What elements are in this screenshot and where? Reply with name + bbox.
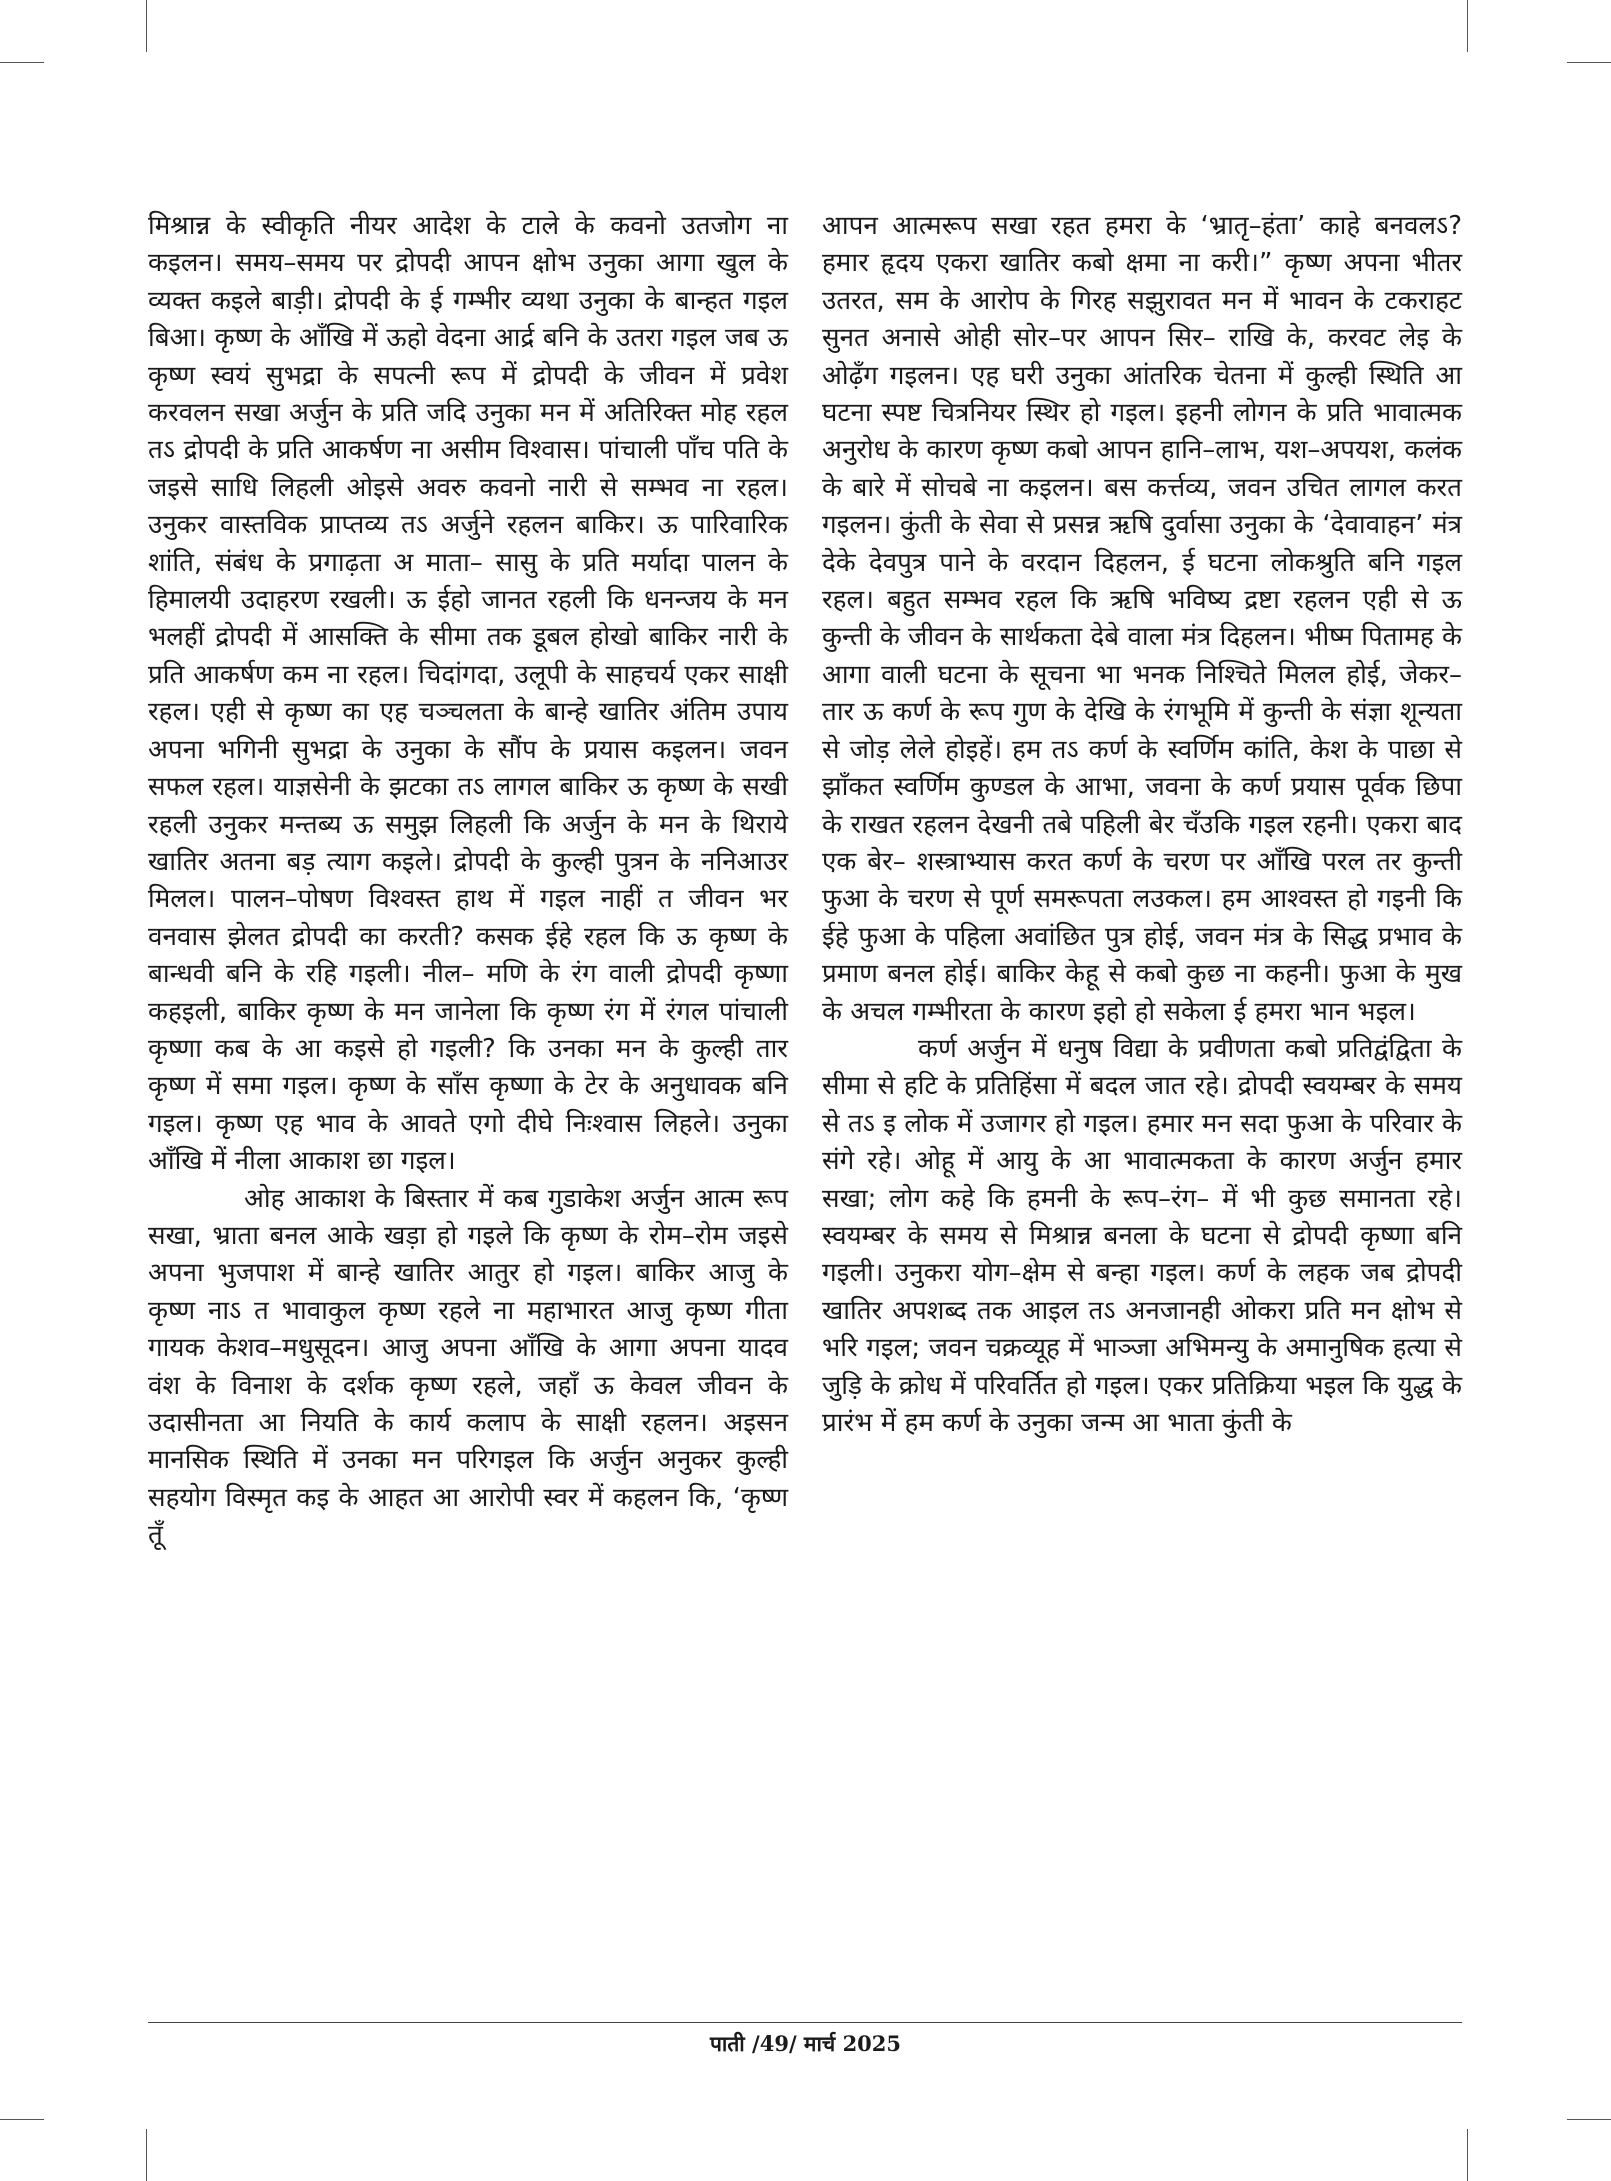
paragraph: ओह आकाश के बिस्तार में कब गुडाकेश अर्जुन आत्म रूप सखा, भ्राता बनल आके खड़ा हो गइले कि कृष्ण के रोम–रोम जइसे अपना भुजपाश में बान्हे खातिर आतुर हो गइल। बाकिर आजु के कृष्ण नाऽ त भावाकुल कृष्ण रहले ना महाभारत आजु कृष्ण गीता गायक केशव–मधुसूदन। आजु अपना आँखि के आगा अपना यादव वंश के विनाश के दर्शक कृष्ण रहले, जहाँ ऊ केवल जीवन के उदासीनता आ नियति के कार्य कलाप के साक्षी रहलन। अइसन मानसिक स्थिति में उनका मन परिगइल कि अर्जुन अनुकर कुल्ही सहयोग विस्मृत कइ के आहत आ आरोपी स्वर में कहलन कि, ‘कृष्ण तूँ — [148, 1183, 788, 1551]
crop-mark — [1467, 2129, 1468, 2181]
crop-mark — [1567, 62, 1611, 63]
footer-divider — [148, 2022, 1462, 2023]
paragraph: कर्ण अर्जुन में धनुष विद्या के प्रवीणता कबो प्रतिद्वंद्विता के सीमा से हटि के प्रतिहिंसा में बदल जात रहे। द्रोपदी स्वयम्बर के समय से तऽ इ लोक में उजागर हो गइल। हमार मन सदा फुआ के परिवार के संगे रहे। ओहू में आयु के आ भावात्मकता के कारण अर्जुन हमार सखा; लोग कहे कि हमनी के रूप–रंग– में भी कुछ समानता रहे। स्वयम्बर के समय से मिश्रान्न बनला के घटना से द्रोपदी कृष्णा बनि गइली। उनुकरा योग–क्षेम से बन्हा गइल। कर्ण के लहक जब द्रोपदी खातिर अपशब्द तक आइल तऽ अनजानही ओकरा प्रति मन क्षोभ से भरि गइल; जवन चक्रव्यूह में भाञ्जा अभिमन्यु के अमानुषिक हत्या से जुड़ि के क्रोध में परिवर्तित हो गइल। एकर प्रतिक्रिया भइल कि युद्ध के प्रारंभ में हम कर्ण के उनुका जन्म आ भाता कुंती के — [822, 1033, 1462, 1438]
crop-mark — [1567, 2119, 1611, 2120]
crop-mark — [146, 0, 147, 52]
page-footer: पाती /49/ मार्च 2025 — [709, 2031, 902, 2056]
crop-mark — [146, 2129, 147, 2181]
crop-mark — [0, 62, 44, 63]
crop-mark — [0, 2119, 44, 2120]
right-column — [822, 208, 1462, 1442]
crop-mark — [1467, 0, 1468, 52]
paragraph: मिश्रान्न के स्वीकृति नीयर आदेश के टाले के कवनो उतजोग ना कइलन। समय–समय पर द्रोपदी आपन क्षोभ उनुका आगा खुल के व्यक्त कइले बाड़ी। द्रोपदी के ई गम्भीर व्यथा उनुका के बान्हत गइल बिआ। कृष्ण के आँखि में ऊहो वेदना आर्द्र बनि के उतरा गइल जब ऊ कृष्ण स्वयं सुभद्रा के सपत्नी रूप में द्रोपदी के जीवन में प्रवेश करवलन सखा अर्जुन के प्रति जदि उनुका मन में अतिरिक्त मोह रहल तऽ द्रोपदी के प्रति आकर्षण ना असीम विश्वास। पांचाली पाँच पति के जइसे साधि लिहली ओइसे अवरु कवनो नारी से सम्भव ना रहल। उनुकर वास्तविक प्राप्तव्य तऽ अर्जुने रहलन बाकिर। ऊ पारिवारिक शांति, संबंध के प्रगाढ़ता अ माता– सासु के प्रति मर्यादा पालन के हिमालयी उदाहरण रखली। ऊ ईहो जानत रहली कि धनन्जय के मन भलहीं द्रोपदी में आसक्ति के सीमा तक डूबल होखो बाकिर नारी के प्रति आकर्षण कम ना रहल। चिदांगदा, उलूपी के साहचर्य एकर साक्षी रहल। एही से कृष्ण का एह चञ्चलता के बान्हे खातिर अंतिम उपाय अपना भगिनी सुभद्रा के उनुका के सौंप के प्रयास कइलन। जवन सफल रहल। याज्ञसेनी के झटका तऽ लागल बाकिर ऊ कृष्ण के सखी रहली उनुकर मन्तब्य ऊ समुझ लिहली कि अर्जुन के मन के थिराये खातिर अतना बड़ त्याग कइले। द्रोपदी के कुल्ही पुत्रन के ननिआउर मिलल। पालन–पोषण विश्वस्त हाथ में गइल नाहीं त जीवन भर वनवास झेलत द्रोपदी का करती? कसक ईहे रहल कि ऊ कृष्ण के बान्धवी बनि के रहि गइली। नील– मणि के रंग वाली द्रोपदी कृष्णा कहइली, बाकिर कृष्ण के मन जानेला कि कृष्ण रंग में रंगल पांचाली कृष्णा कब के आ कइसे हो गइली? कि उनका मन के कुल्ही तार कृष्ण में समा गइल। कृष्ण के साँस कृष्णा के टेर के अनुधावक बनि गइल। कृष्ण एह भाव के आवते एगो दीघे निःश्वास लिहले। उनुका आँखि में नीला आकाश छा गइल। — [148, 211, 788, 1177]
left-column — [148, 208, 788, 1555]
paragraph: आपन आत्मरूप सखा रहत हमरा के ‘भ्रातृ–हंता’ काहे बनवलऽ? हमार हृदय एकरा खातिर कबो क्षमा ना करी।” कृष्ण अपना भीतर उतरत, सम के आरोप के गिरह सझुरावत मन में भावन के टकराहट सुनत अनासे ओही सोर–पर आपन सिर– राखि के, करवट लेइ के ओढ़ँग गइलन। एह घरी उनुका आंतरिक चेतना में कुल्ही स्थिति आ घटना स्पष्ट चित्रनियर स्थिर हो गइल। इहनी लोगन के प्रति भावात्मक अनुरोध के कारण कृष्ण कबो आपन हानि–लाभ, यश–अपयश, कलंक के बारे में सोचबे ना कइलन। बस कर्त्तव्य, जवन उचित लागल करत गइलन। कुंती के सेवा से प्रसन्न ऋषि दुर्वासा उनुका के ‘देवावाहन’ मंत्र देके देवपुत्र पाने के वरदान दिहलन, ई घटना लोकश्रुति बनि गइल रहल। बहुत सम्भव रहल कि ऋषि भविष्य द्रष्टा रहलन एही से ऊ कुन्ती के जीवन के सार्थकता देबे वाला मंत्र दिहलन। भीष्म पितामह के आगा वाली घटना के सूचना भा भनक निश्चिते मिलल होई, जेकर–तार ऊ कर्ण के रूप गुण के देखि के रंगभूमि में कुन्ती के संज्ञा शून्यता से जोड़ लेले होइहें। हम तऽ कर्ण के स्वर्णिम कांति, केश के पाछा से झाँकत स्वर्णिम कुण्डल के आभा, जवना के कर्ण प्रयास पूर्वक छिपा के राखत रहलन देखनी तबे पहिली बेर चँउकि गइल रहनी। एकरा बाद एक बेर– शस्त्राभ्यास करत कर्ण के चरण पर आँखि परल तर कुन्ती फुआ के चरण से पूर्ण समरूपता लउकल। हम आश्वस्त हो गइनी कि ईहे फुआ के पहिला अवांछित पुत्र होई, जवन मंत्र के सिद्ध प्रभाव के प्रमाण बनल होई। बाकिर केहू से कबो कुछ ना कहनी। फुआ के मुख के अचल गम्भीरता के कारण इहो हो सकेला ई हमरा भान भइल। — [822, 211, 1462, 1027]
